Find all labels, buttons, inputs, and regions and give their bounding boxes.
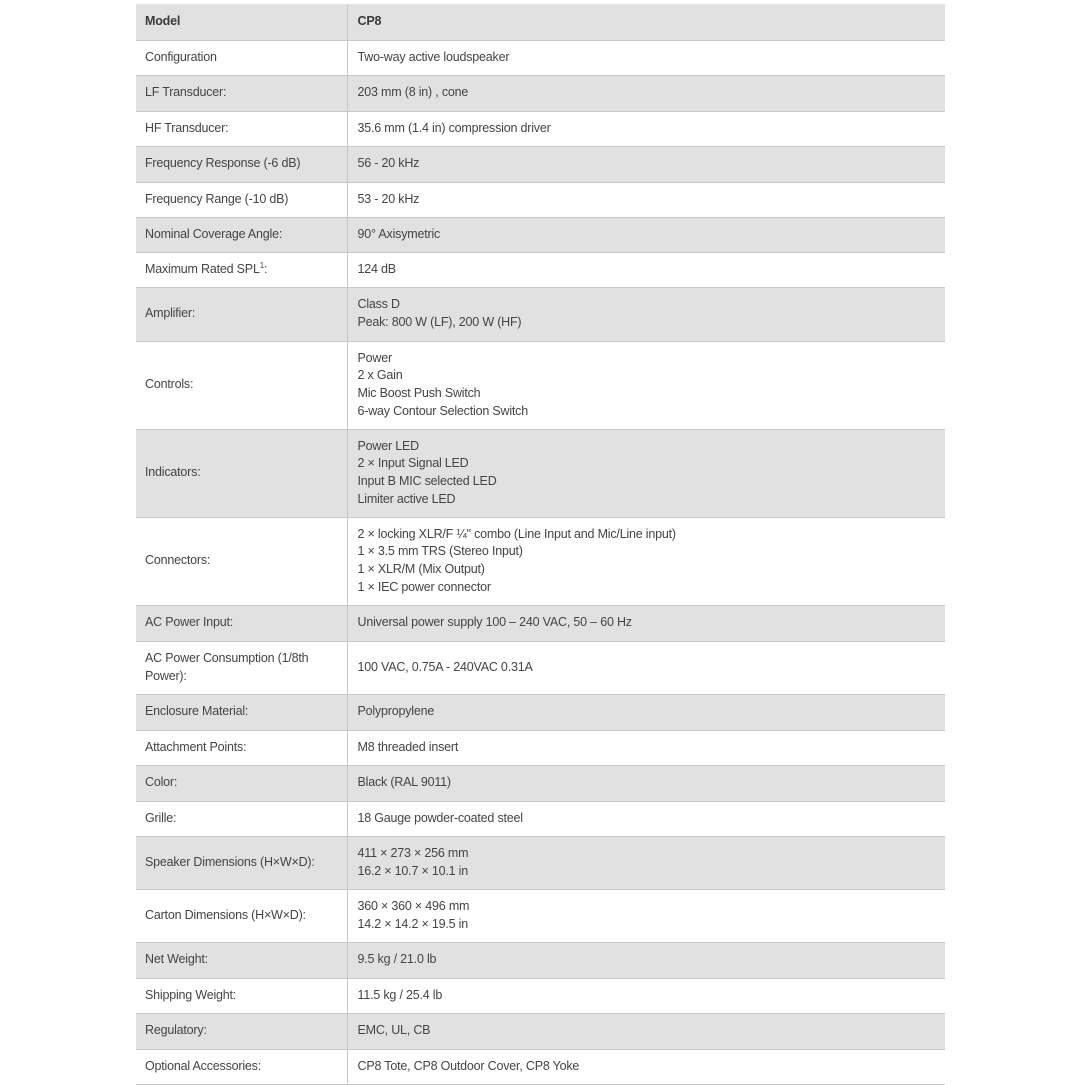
spec-value-line: Power [357,350,392,365]
spec-label-text: Enclosure Material: [145,704,249,719]
spec-label-text: Amplifier: [145,306,196,321]
spec-value-line: Black (RAL 9011) [357,775,451,790]
spec-value [347,836,945,889]
spec-value-line: 9.5 kg / 21.0 lb [357,952,437,967]
header-row [136,4,945,40]
spec-label-text: HF Transducer: [145,120,229,135]
spec-row [136,836,945,889]
spec-value-line: 16.2 × 10.7 × 10.1 in [357,863,468,878]
spec-label-text: Color: [145,775,178,790]
spec-label [136,182,347,217]
spec-label-suffix: : [263,261,268,276]
spec-value-line: 2 × locking XLR/F ¼" combo (Line Input and Mic/Line input) [357,526,676,541]
spec-label-text: Controls: [145,377,194,392]
spec-value [347,801,945,836]
spec-label [136,1049,347,1084]
spec-row [136,75,945,111]
spec-row [136,801,945,836]
spec-value [347,75,945,111]
spec-value-line: 18 Gauge powder-coated steel [357,810,523,825]
spec-value [347,287,945,341]
spec-label [136,730,347,765]
spec-label [136,605,347,641]
spec-value-line: 90° Axisymetric [357,226,441,241]
spec-label [136,694,347,730]
spec-value [347,730,945,765]
spec-value-line: 56 - 20 kHz [357,156,420,171]
spec-row [136,641,945,694]
spec-value [347,641,945,694]
spec-value-line: 2 x Gain [357,368,403,383]
spec-label [136,111,347,146]
spec-label-text: Indicators: [145,465,201,480]
spec-row [136,730,945,765]
spec-label-text: Frequency Range (-10 dB) [145,191,289,206]
spec-row [136,429,945,517]
spec-value [347,429,945,517]
spec-value-line: 360 × 360 × 496 mm [357,898,470,913]
spec-value-line: CP8 Tote, CP8 Outdoor Cover, CP8 Yoke [357,1058,580,1073]
spec-row [136,942,945,978]
spec-value-line: Limiter active LED [357,491,456,506]
spec-value-line: 1 × IEC power connector [357,579,491,594]
spec-row [136,1049,945,1084]
spec-value [347,217,945,252]
spec-label [136,287,347,341]
spec-label [136,146,347,182]
spec-value [347,765,945,801]
spec-label-text: Configuration [145,49,217,64]
spec-value [347,942,945,978]
spec-label-text: Nominal Coverage Angle: [145,226,283,241]
spec-label [136,836,347,889]
spec-value-line: Input B MIC selected LED [357,474,497,488]
spec-value-line: 14.2 × 14.2 × 19.5 in [357,916,468,931]
spec-row [136,605,945,641]
spec-label-text: Carton Dimensions (H×W×D): [145,907,306,922]
spec-value [347,146,945,182]
spec-label-text: Maximum Rated SPL [145,261,260,276]
spec-row [136,765,945,801]
spec-row [136,40,945,75]
spec-value-line: Two-way active loudspeaker [357,49,510,64]
spec-row [136,111,945,146]
spec-label-text: Attachment Points: [145,739,247,754]
spec-label-text: Shipping Weight: [145,987,237,1002]
spec-row [136,1013,945,1049]
spec-label-text: AC Power Consumption (1/8th Power): [145,650,309,683]
spec-value-line: 124 dB [357,261,396,276]
spec-row [136,146,945,182]
spec-value-line: Universal power supply 100 – 240 VAC, 50 – 60 Hz [357,615,632,630]
spec-table-body [136,4,945,1084]
spec-label-text: Speaker Dimensions (H×W×D): [145,854,315,869]
spec-value [347,341,945,429]
spec-row [136,889,945,942]
spec-label [136,341,347,429]
spec-value [347,252,945,287]
spec-label [136,889,347,942]
header-label: Model [136,4,347,40]
footnote-marker: 1 [259,260,264,270]
spec-value-line: 11.5 kg / 25.4 lb [357,987,443,1002]
spec-row [136,182,945,217]
spec-value [347,111,945,146]
spec-label-text: Regulatory: [145,1023,207,1038]
spec-label [136,252,347,287]
spec-value-line: 1 × XLR/M (Mix Output) [357,562,485,576]
spec-label-text: Net Weight: [145,952,208,967]
header-value: CP8 [347,4,945,40]
spec-row [136,517,945,605]
spec-row [136,287,945,341]
spec-value [347,1049,945,1084]
spec-label-text: Optional Accessories: [145,1058,261,1073]
spec-label-text: LF Transducer: [145,85,227,100]
spec-value [347,694,945,730]
spec-row [136,694,945,730]
spec-row [136,252,945,287]
spec-value-line: 35.6 mm (1.4 in) compression driver [357,120,551,135]
spec-row [136,217,945,252]
spec-row [136,341,945,429]
spec-value-line: Polypropylene [357,704,435,719]
spec-label [136,40,347,75]
spec-value-line: EMC, UL, CB [357,1023,431,1038]
spec-label [136,765,347,801]
spec-value-line: Class D [357,297,400,312]
spec-table [136,4,945,1085]
spec-label [136,429,347,517]
spec-label [136,517,347,605]
spec-row [136,978,945,1013]
spec-value-line: 6-way Contour Selection Switch [357,403,528,418]
spec-label-text: Grille: [145,810,177,825]
spec-label [136,641,347,694]
spec-label [136,75,347,111]
spec-label-text: Frequency Response (-6 dB) [145,156,301,171]
spec-value-line: Power LED [357,438,419,453]
spec-value [347,1013,945,1049]
spec-label [136,978,347,1013]
spec-value [347,978,945,1013]
spec-value-line: 2 × Input Signal LED [357,456,469,471]
spec-value-line: 1 × 3.5 mm TRS (Stereo Input) [357,544,523,559]
spec-value-line: 411 × 273 × 256 mm [357,845,469,860]
spec-value [347,605,945,641]
spec-value-line: 100 VAC, 0.75A - 240VAC 0.31A [357,659,533,674]
spec-value [347,182,945,217]
spec-label-text: AC Power Input: [145,615,234,630]
spec-value-line: M8 threaded insert [357,739,459,754]
spec-value-line: 53 - 20 kHz [357,191,420,206]
spec-value [347,517,945,605]
spec-value [347,40,945,75]
spec-label-text: Connectors: [145,553,211,568]
spec-value-line: Peak: 800 W (LF), 200 W (HF) [357,315,522,329]
spec-label [136,1013,347,1049]
spec-value-line: 203 mm (8 in) , cone [357,85,469,100]
spec-label [136,942,347,978]
spec-value-line: Mic Boost Push Switch [357,386,481,400]
spec-label [136,217,347,252]
spec-value [347,889,945,942]
spec-label [136,801,347,836]
